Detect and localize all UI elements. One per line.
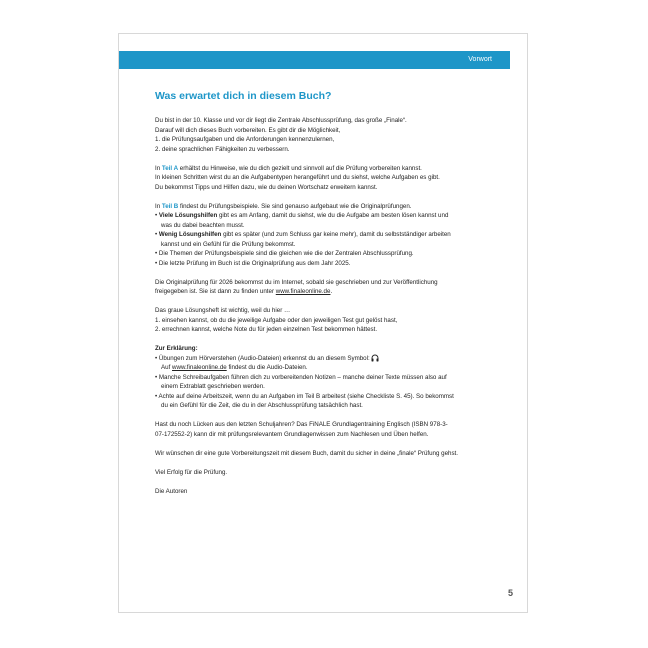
- list-item: • Übungen zum Hörverstehen (Audio-Dateien) erkennst du an diesem Symbol:: [155, 354, 495, 364]
- website-link[interactable]: www.finaleonline.de: [172, 364, 227, 371]
- original-line: freigegeben ist. Sie ist dann zu finden unter www.finaleonline.de.: [155, 288, 333, 295]
- list-item: • Die Themen der Prüfungsbeispiele sind die gleichen wie die der Zentralen Abschlussprüfung.: [155, 250, 414, 257]
- grundlagen-line: Hast du noch Lücken aus den letzten Schuljahren? Das FiNALE Grundlagentraining Englisch (ISBN 978-3-: [155, 421, 448, 428]
- list-item-continuation: was du dabei beachten musst.: [161, 221, 245, 229]
- list-item-continuation: Auf www.finaleonline.de findest du die Audio-Dateien.: [161, 364, 308, 371]
- teil-b-paragraph: [155, 202, 495, 269]
- grundlagen-paragraph: [155, 420, 495, 439]
- teil-b-label: Teil B: [161, 202, 179, 210]
- original-paragraph: [155, 278, 495, 297]
- signature: Die Autoren: [155, 487, 188, 495]
- list-item: • Manche Schreibaufgaben führen dich zu vorbereitenden Notizen – manche deiner Texte müssen also auf: [155, 373, 447, 381]
- wish-paragraph: Wir wünschen dir eine gute Vorbereitungszeit mit diesem Buch, damit du sicher in deine „finale“ Prüfung gehst.: [155, 449, 458, 457]
- website-link[interactable]: www.finaleonline.de: [275, 288, 331, 295]
- page-number: 5: [507, 588, 513, 598]
- list-item: • Achte auf deine Arbeitszeit, wenn du an Aufgaben im Teil B arbeitest (siehe Checkliste S. 45). So bekommst: [155, 392, 454, 400]
- teil-a-line: In kleinen Schritten wirst du an die Aufgabentypen herangeführt und du siehst, welche Aufgaben es gibt.: [155, 174, 440, 181]
- loesungsheft-line: Das graue Lösungsheft ist wichtig, weil du hier …: [155, 307, 291, 314]
- teil-a-line: Du bekommst Tipps und Hilfen dazu, wie du deinen Wortschatz erweitern kannst.: [155, 183, 378, 191]
- list-item: • Die letzte Prüfung im Buch ist die Originalprüfung aus dem Jahr 2025.: [155, 259, 351, 267]
- list-item-continuation: kannst und ein Gefühl für die Prüfung bekommst.: [161, 240, 296, 248]
- teil-b-line: In Teil B findest du Prüfungsbeispiele. Sie sind genauso aufgebaut wie die Originalprüfungen.: [155, 202, 412, 210]
- original-line: Die Originalprüfung für 2026 bekommst du im Internet, sobald sie geschrieben und zur Veröffentlichung: [155, 278, 438, 286]
- list-item: • Wenig Lösungshilfen gibt es später (und zum Schluss gar keine mehr), damit du selbstständiger arbeiten: [155, 231, 451, 238]
- section-label: Vorwort: [468, 56, 492, 63]
- page-content: [155, 90, 495, 506]
- intro-line: 2. deine sprachlichen Fähigkeiten zu verbessern.: [155, 145, 290, 153]
- loesungsheft-line: 2. errechnen kannst, welche Note du für jeden einzelnen Test bekommen hättest.: [155, 326, 378, 333]
- teil-a-line: In Teil A erhältst du Hinweise, wie du dich gezielt und sinnvoll auf die Prüfung vorbereiten kannst.: [155, 164, 422, 172]
- page-title: Was erwartet dich in diesem Buch?: [155, 90, 332, 102]
- loesungsheft-paragraph: [155, 306, 495, 335]
- intro-line: Darauf will dich dieses Buch vorbereiten. Es gibt dir die Möglichkeit,: [155, 126, 341, 134]
- erfolg-paragraph: Viel Erfolg für die Prüfung.: [155, 468, 228, 476]
- intro-line: 1. die Prüfungsaufgaben und die Anforderungen kennenzulernen,: [155, 136, 335, 143]
- teil-a-paragraph: [155, 164, 495, 193]
- document-page: [118, 33, 528, 613]
- headphones-icon: [371, 354, 379, 362]
- section-header-bar: [119, 51, 510, 69]
- intro-paragraph: [155, 116, 495, 154]
- list-item: • Viele Lösungshilfen gibt es am Anfang, damit du siehst, wie du die Aufgabe am besten lösen kannst und: [155, 212, 449, 219]
- grundlagen-line: 07-172552-2) kann dir mit prüfungsrelevantem Grundlagenwissen zum Nachlesen und Üben helfen.: [155, 430, 429, 438]
- teil-a-label: Teil A: [161, 164, 179, 172]
- intro-line: Du bist in der 10. Klasse und vor dir liegt die Zentrale Abschlussprüfung, das große „Finale“.: [155, 117, 407, 124]
- loesungsheft-line: 1. einsehen kannst, ob du die jeweilige Aufgabe oder den jeweiligen Test gut gelöst hast,: [155, 316, 398, 324]
- list-item-continuation: du ein Gefühl für die Zeit, die du in der Abschlussprüfung tatsächlich hast.: [161, 402, 363, 409]
- list-item-continuation: einem Extrablatt geschrieben werden.: [161, 383, 265, 390]
- erklaerung-title: Zur Erklärung:: [155, 345, 198, 352]
- erklaerung-paragraph: [155, 344, 495, 411]
